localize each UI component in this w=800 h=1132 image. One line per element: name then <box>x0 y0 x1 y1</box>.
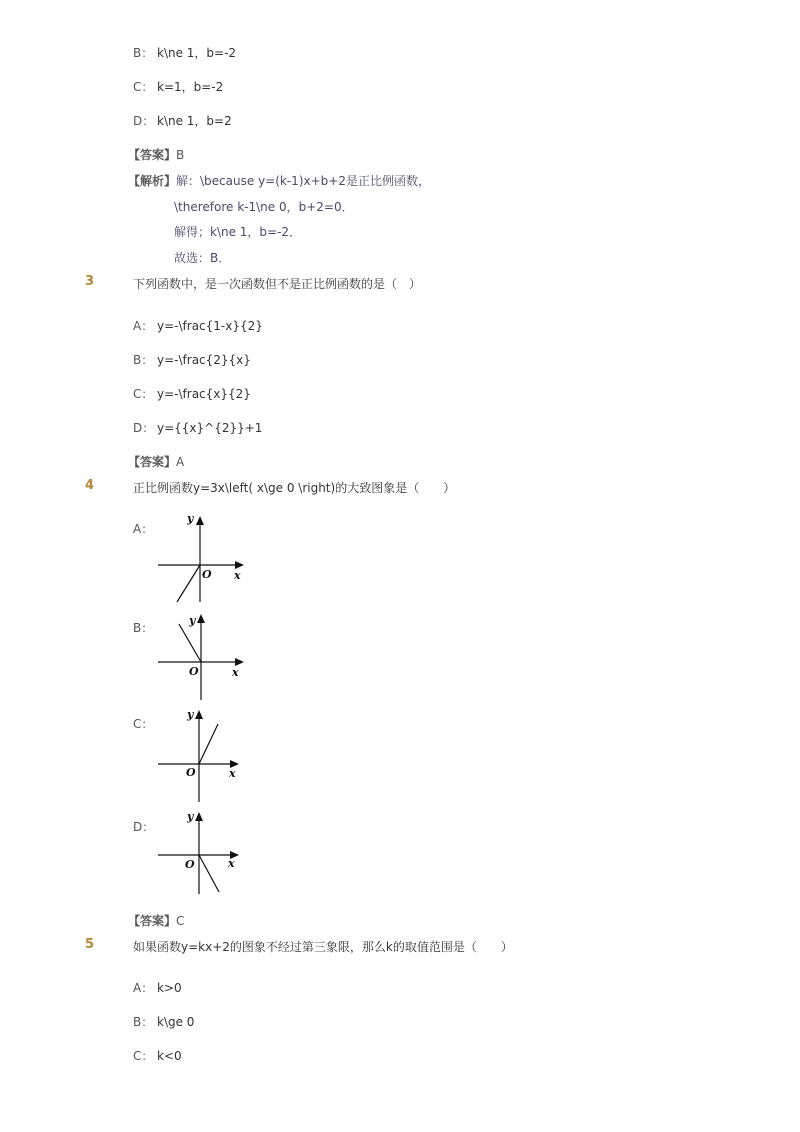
option-label: A： <box>133 319 154 333</box>
option-label: B： <box>133 1015 154 1029</box>
origin-label: O <box>202 568 212 581</box>
option-label: D： <box>133 820 155 834</box>
question-text: 正比例函数y=3x\left( x\ge 0 \right)的大致图象是（ ） <box>133 481 456 495</box>
q4-graph-c[interactable] <box>155 704 250 806</box>
function-ray <box>199 724 218 764</box>
option-label: B： <box>133 46 154 60</box>
function-ray <box>199 855 219 892</box>
q4-graph-b[interactable] <box>155 608 250 708</box>
option-text: y={{x}^{2}}+1 <box>157 421 263 435</box>
option-text: k\ne 1，b=2 <box>157 114 232 128</box>
option-label: A： <box>133 981 154 995</box>
q3-option-d[interactable] <box>133 419 262 436</box>
option-label: B： <box>133 621 154 635</box>
analysis-line: 解：\because y=(k-1)x+b+2是正比例函数， <box>176 174 430 188</box>
q3-option-b[interactable] <box>133 351 251 368</box>
question-number: 3 <box>85 274 95 289</box>
y-axis-label: y <box>187 708 194 721</box>
x-axis-label: x <box>229 767 236 780</box>
q4-option-b[interactable] <box>133 619 157 636</box>
question-number: 4 <box>85 478 95 493</box>
x-axis-label: x <box>232 666 239 679</box>
q2-analysis <box>128 172 430 189</box>
q4-graph-a[interactable] <box>155 510 250 610</box>
q5-option-c[interactable] <box>133 1047 182 1064</box>
question-number: 5 <box>85 937 95 952</box>
option-text: k<0 <box>157 1049 182 1063</box>
question-text: 如果函数y=kx+2的图象不经过第三象限，那么k的取值范围是（ ） <box>133 940 513 954</box>
q4-option-d[interactable] <box>133 818 157 835</box>
origin-label: O <box>189 665 199 678</box>
q4-graph-d[interactable] <box>155 806 250 898</box>
analysis-line: \therefore k-1\ne 0，b+2=0． <box>174 200 354 214</box>
q2-option-b[interactable] <box>133 44 236 61</box>
option-text: y=-\frac{1-x}{2} <box>157 319 263 333</box>
option-text: k\ge 0 <box>157 1015 195 1029</box>
answer-tag: 【答案】 <box>128 914 177 928</box>
analysis-tag: 【解析】 <box>128 174 177 188</box>
analysis-line: 解得；k\ne 1，b=-2． <box>174 225 302 239</box>
option-text: k\ne 1，b=-2 <box>157 46 237 60</box>
option-text: k>0 <box>157 981 182 995</box>
option-label: B： <box>133 353 154 367</box>
q4-option-c[interactable] <box>133 715 157 732</box>
y-axis-arrow <box>196 516 204 525</box>
analysis-line: 故选：B． <box>174 251 231 265</box>
q5-option-a[interactable] <box>133 979 182 996</box>
answer-value: B <box>176 148 185 162</box>
option-label: A： <box>133 522 154 536</box>
option-text: y=-\frac{x}{2} <box>157 387 251 401</box>
q2-option-d[interactable] <box>133 112 232 129</box>
x-axis-label: x <box>228 857 235 870</box>
q3-option-a[interactable] <box>133 317 263 334</box>
answer-tag: 【答案】 <box>128 455 177 469</box>
y-axis-label: y <box>187 512 194 525</box>
q2-answer <box>128 146 184 163</box>
answer-tag: 【答案】 <box>128 148 177 162</box>
x-axis-arrow <box>235 561 244 569</box>
y-axis-label: y <box>189 614 196 627</box>
option-label: C： <box>133 1049 154 1063</box>
origin-label: O <box>185 858 195 871</box>
answer-value: A <box>176 455 185 469</box>
y-axis-label: y <box>187 810 194 823</box>
x-axis-label: x <box>234 569 241 582</box>
question-text: 下列函数中，是一次函数但不是正比例函数的是（ ） <box>133 277 422 291</box>
option-label: C： <box>133 80 154 94</box>
q3-answer <box>128 453 184 470</box>
option-label: C： <box>133 387 154 401</box>
option-label: C： <box>133 717 154 731</box>
q5-option-b[interactable] <box>133 1013 194 1030</box>
q2-option-c[interactable] <box>133 78 223 95</box>
option-label: D： <box>133 114 155 128</box>
option-label: D： <box>133 421 155 435</box>
q4-option-a[interactable] <box>133 520 157 537</box>
answer-value: C <box>176 914 185 928</box>
y-axis-arrow <box>195 710 203 719</box>
option-text: k=1，b=-2 <box>157 80 224 94</box>
y-axis-arrow <box>195 812 203 821</box>
function-ray <box>179 624 201 662</box>
y-axis-arrow <box>197 614 205 623</box>
origin-label: O <box>186 766 196 779</box>
q3-option-c[interactable] <box>133 385 251 402</box>
option-text: y=-\frac{2}{x} <box>157 353 251 367</box>
function-ray <box>177 565 200 602</box>
q4-answer <box>128 912 184 929</box>
x-axis-arrow <box>235 658 244 666</box>
